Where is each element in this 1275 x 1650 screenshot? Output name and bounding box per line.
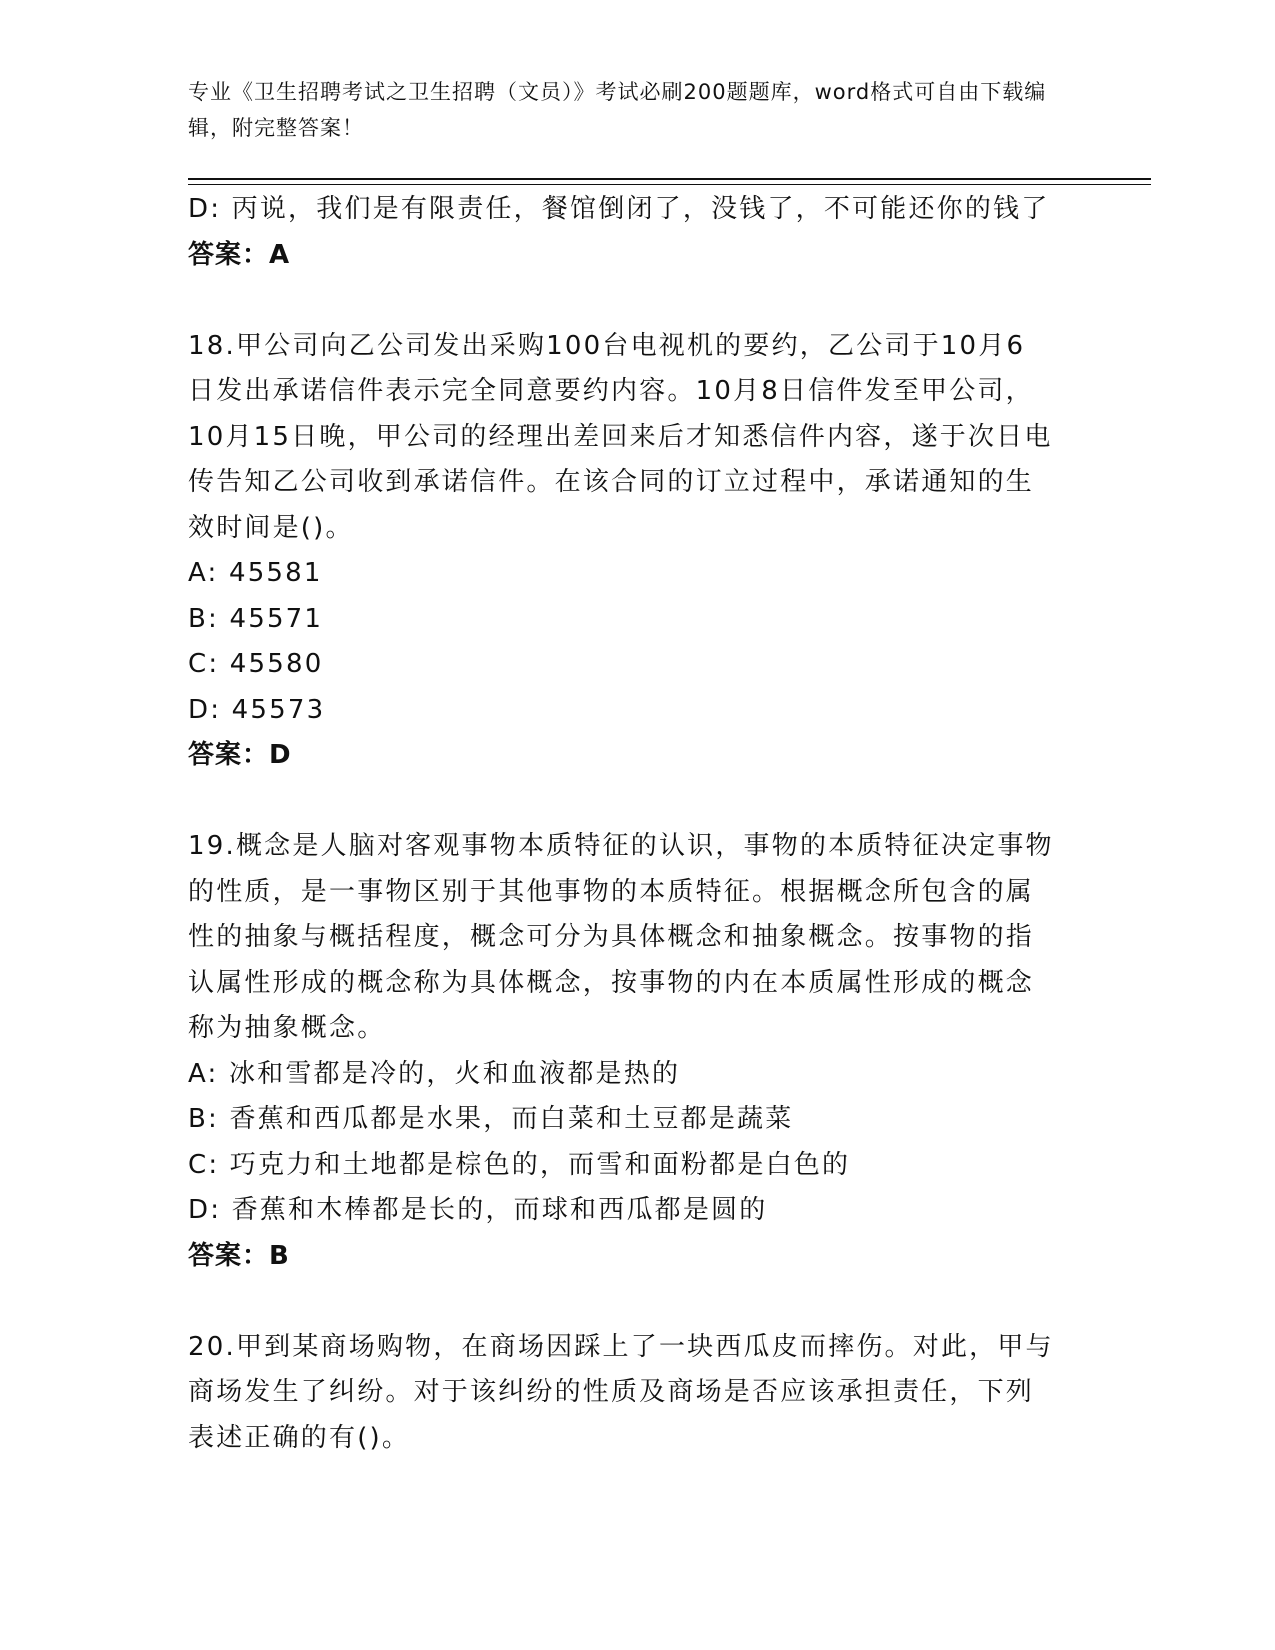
q18-option-c: C: 45580 xyxy=(188,649,324,679)
q19-stem-line-2: 的性质，是一事物区别于其他事物的本质特征。根据概念所包含的属 xyxy=(188,876,1035,907)
prev-answer: 答案：A xyxy=(188,239,291,270)
header-rule-thin xyxy=(188,184,1151,185)
q19-stem-line-4: 认属性形成的概念称为具体概念，按事物的内在本质属性形成的概念 xyxy=(188,967,1035,998)
page-header: 专业《卫生招聘考试之卫生招聘（文员）》考试必刷200题题库，word格式可自由下载编辑，附完整答案！ xyxy=(188,80,1047,140)
q18-option-d: D: 45573 xyxy=(188,694,326,725)
q19-option-c: C: 巧克力和土地都是棕色的，而雪和面粉都是白色的 xyxy=(188,1149,851,1180)
q18-stem-line-1: 18.甲公司向乙公司发出采购100台电视机的要约，乙公司于10月6 xyxy=(188,330,1026,361)
prev-option-d: D: 丙说，我们是有限责任，餐馆倒闭了，没钱了，不可能还你的钱了 xyxy=(188,194,1050,224)
q19-stem-line-5: 称为抽象概念。 xyxy=(188,1013,386,1043)
q20-stem-line-2: 商场发生了纠纷。对于该纠纷的性质及商场是否应该承担责任，下列 xyxy=(188,1377,1035,1407)
question-content xyxy=(188,187,1088,1461)
spacer xyxy=(188,278,1088,324)
spacer xyxy=(188,1279,1088,1325)
q18-answer: 答案：D xyxy=(188,740,292,770)
q19-option-b: B: 香蕉和西瓜都是水果，而白菜和土豆都是蔬菜 xyxy=(188,1104,794,1134)
q20-stem-line-1: 20.甲到某商场购物，在商场因踩上了一块西瓜皮而摔伤。对此，甲与 xyxy=(188,1331,1054,1362)
q18-stem-line-2: 日发出承诺信件表示完全同意要约内容。10月8日信件发至甲公司， xyxy=(188,376,1034,406)
q18-stem-line-4: 传告知乙公司收到承诺信件。在该合同的订立过程中，承诺通知的生 xyxy=(188,467,1035,497)
q19-stem-line-1: 19.概念是人脑对客观事物本质特征的认识，事物的本质特征决定事物 xyxy=(188,831,1054,861)
q18-option-b: B: 45571 xyxy=(188,603,324,634)
header-rule-thick xyxy=(188,178,1151,180)
q18-stem-line-3: 10月15日晚，甲公司的经理出差回来后才知悉信件内容，遂于次日电 xyxy=(188,421,1053,452)
q19-answer: 答案：B xyxy=(188,1240,290,1271)
q19-stem-line-3: 性的抽象与概括程度，概念可分为具体概念和抽象概念。按事物的指 xyxy=(188,922,1035,952)
q20-stem-line-3: 表述正确的有()。 xyxy=(188,1422,411,1453)
spacer xyxy=(188,779,1088,825)
q19-option-d: D: 香蕉和木棒都是长的，而球和西瓜都是圆的 xyxy=(188,1195,768,1225)
q18-option-a: A: 45581 xyxy=(188,558,323,588)
q18-stem-line-5: 效时间是()。 xyxy=(188,512,354,543)
q19-option-a: A: 冰和雪都是冷的，火和血液都是热的 xyxy=(188,1058,681,1089)
